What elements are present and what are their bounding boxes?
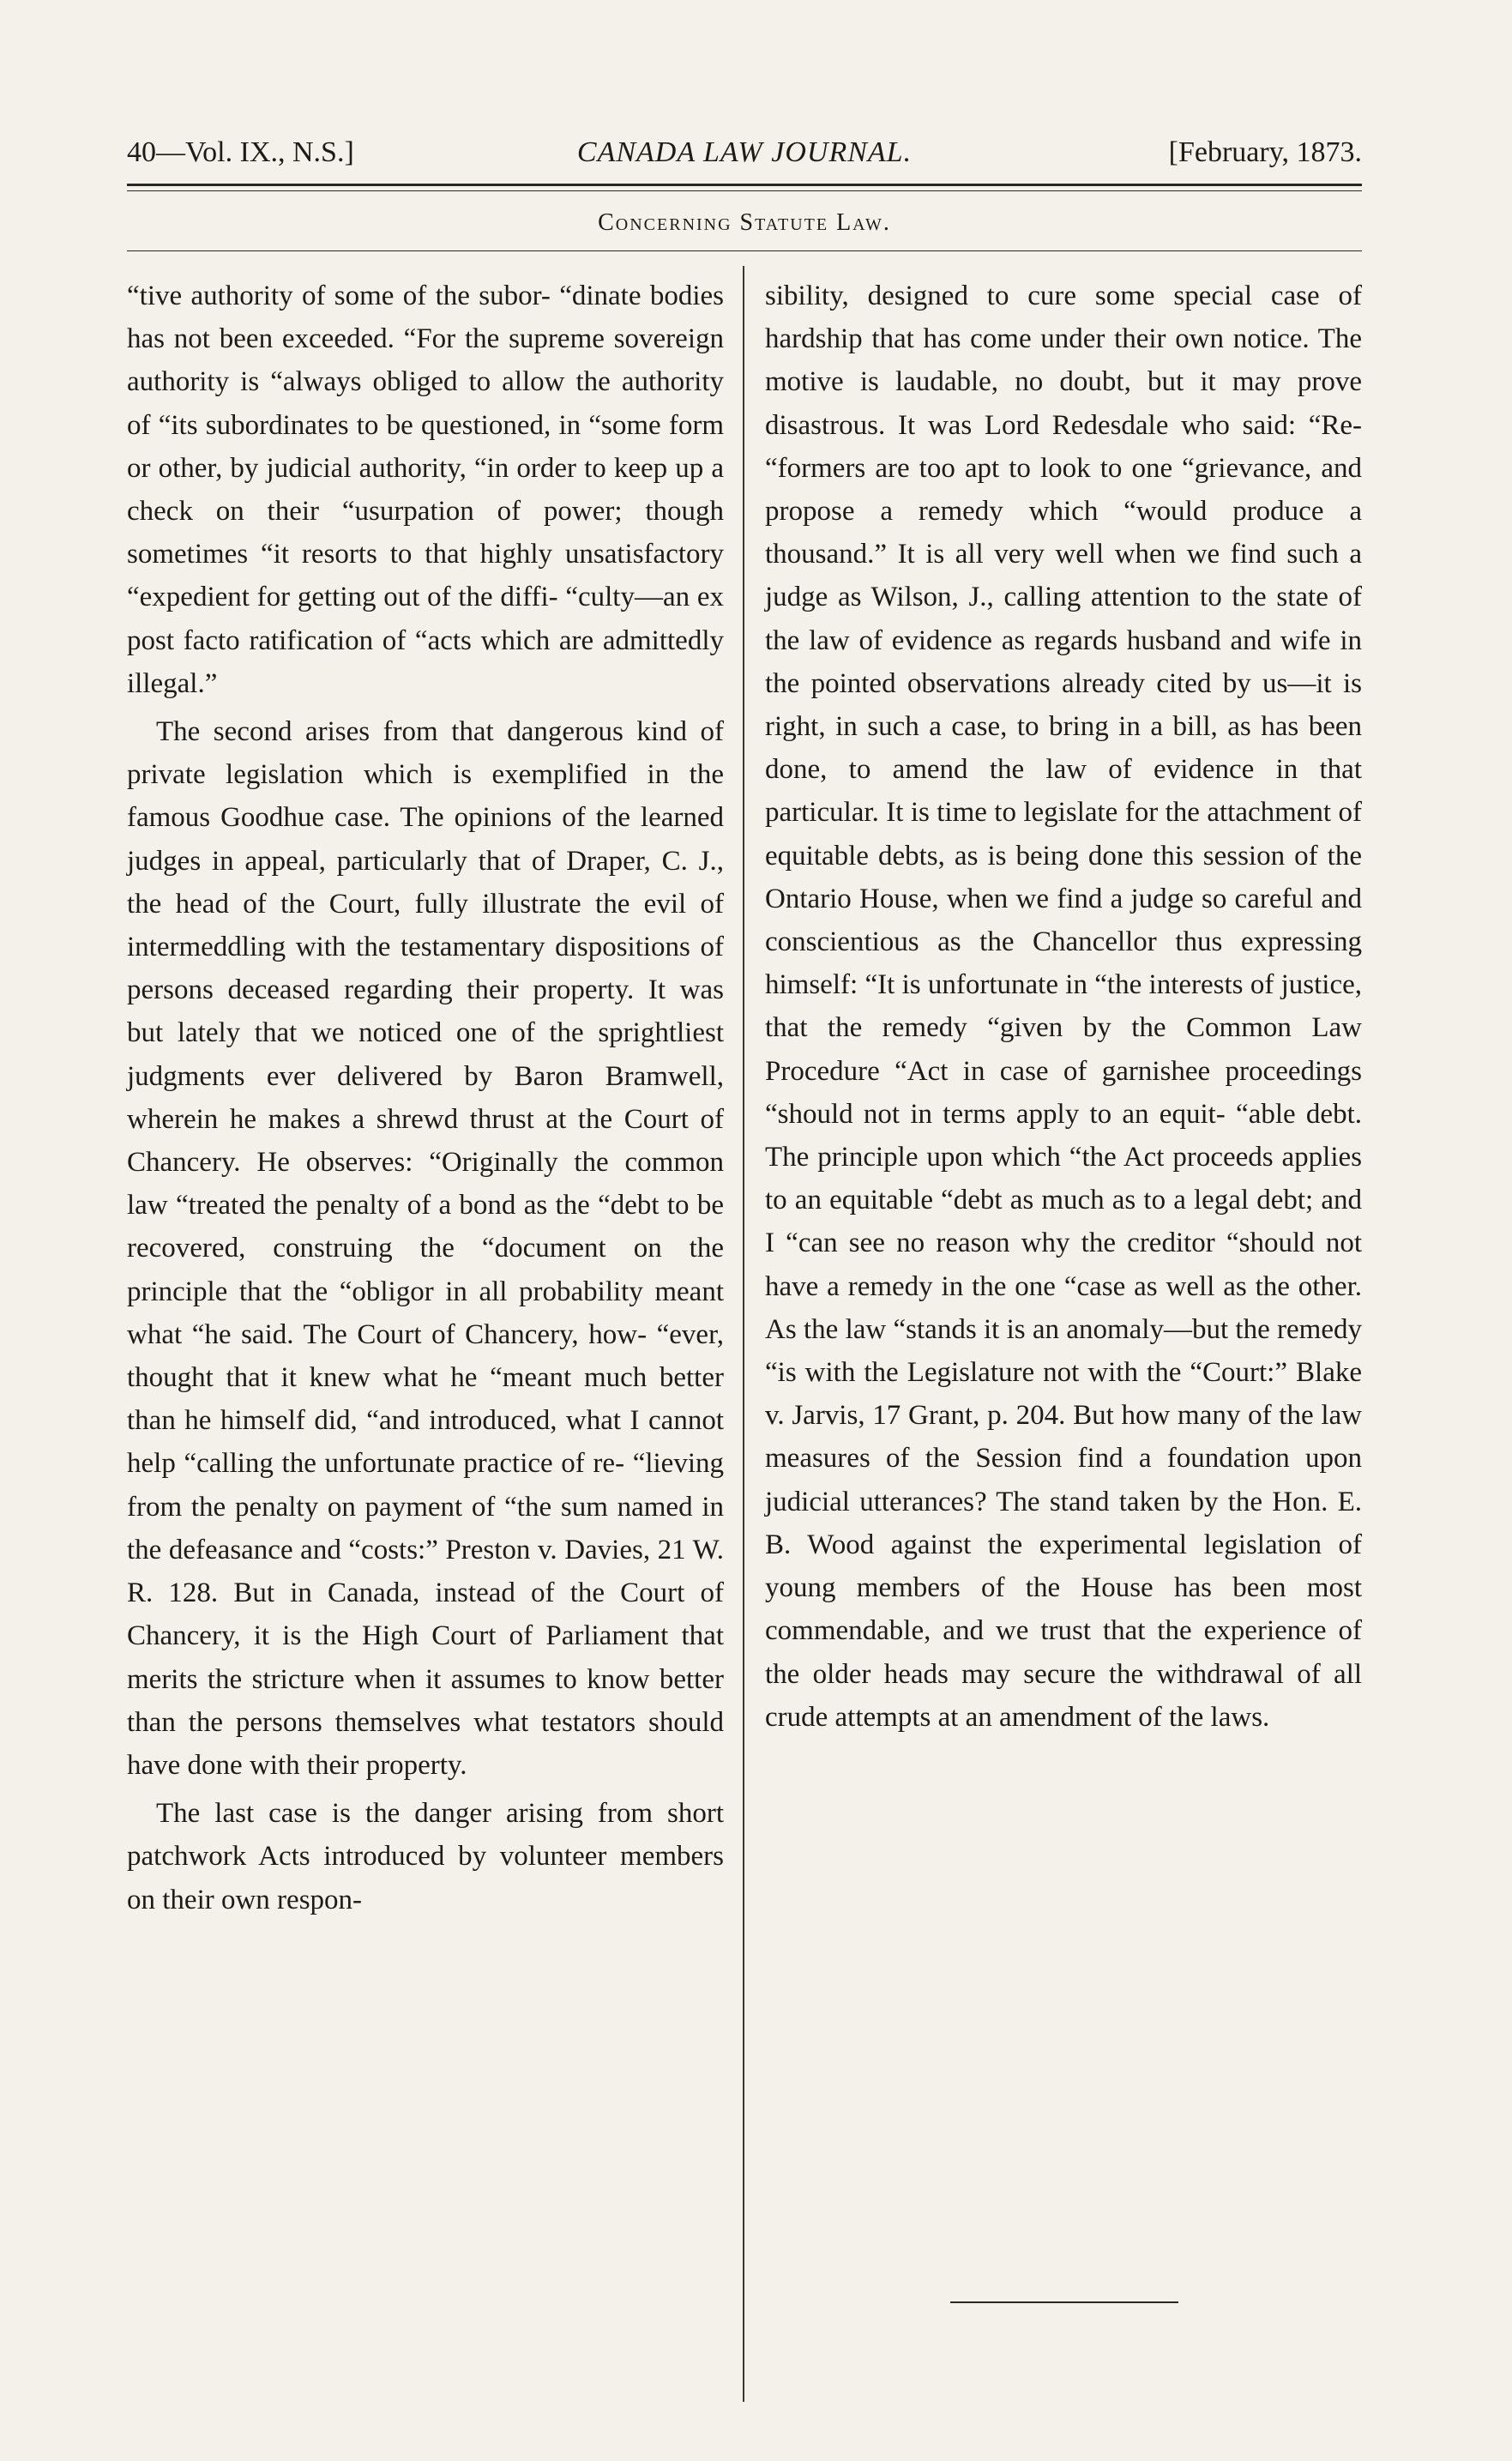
header-rule: [127, 184, 1362, 186]
running-head: [127, 136, 1362, 178]
paragraph-private-legislation: The second arises from that dangerous kind of private legislation which is exemplified in the famous Goodhue case. The opinions of the learned judges in appeal, particularly that of Draper, C. J., the head of the Court, fully illustrate the evil of intermeddling with the testamentary dispositions of persons deceased regarding their property. It was but lately that we noticed one of the sprightliest judgments ever delivered by Baron Bramwell, wherein he makes a shrewd thrust at the Court of Chancery. He observes: “Originally the common law “treated the penalty of a bond as the “debt to be recovered, construing the “document on the principle that the “obligor in all probability meant what “he said. The Court of Chancery, how- “ever, thought that it knew what he “meant much better than he himself did, “and introduced, what I cannot help “calling the unfortunate practice of re- “lieving from the penalty on payment of “the sum named in the defeasance and “costs:” Preston v. Davies, 21 W. R. 128. But in Canada, instead of the Court of Chancery, it is the High Court of Parliament that merits the stricture when it assumes to know better than the persons themselves what testators should have done with their property.: [127, 716, 724, 1781]
volume-label: 40—Vol. IX., N.S.]: [127, 136, 354, 168]
left-column: [127, 274, 724, 1927]
section-title: Concerning Statute Law.: [598, 209, 891, 236]
paragraph-quote-continuation: “tive authority of some of the subor- “dinate bodies has not been exceeded. “For the supreme sovereign authority is “always obliged to allow the authority of “its subordinates to be questioned, in “some form or other, by judicial authority, “in order to keep up a check on their “usurpation of power; though sometimes “it resorts to that highly unsatisfactory “expedient for getting out of the diffi- “culty—an ex post facto ratification of “acts which are admittedly illegal.”: [127, 280, 724, 699]
paragraph-continuation: sibility, designed to cure some special case of hardship that has come under their own notice. The motive is laudable, no doubt, but it may prove disastrous. It was Lord Redesdale who said: “Re- “formers are too apt to look to one “grievance, and propose a remedy which “would produce a thousand.” It is all very well when we find such a judge as Wilson, J., calling attention to the state of the law of evidence as regards husband and wife in the pointed observations already cited by us—it is right, in such a case, to bring in a bill, as has been done, to amend the law of evidence in that particular. It is time to legislate for the attachment of equitable debts, as is being done this session of the Ontario House, when we find a judge so careful and conscientious as the Chancellor thus expressing himself: “It is unfortunate in “the interests of justice, that the remedy “given by the Common Law Procedure “Act in case of garnishee proceedings “should not in terms apply to an equit- “able debt. The principle upon which “the Act proceeds applies to an equitable “debt as much as to a legal debt; and I “can see no reason why the creditor “should not have a remedy in the one “case as well as the other. As the law “stands it is an anomaly—but the remedy “is with the Legislature not with the “Court:” Blake v. Jarvis, 17 Grant, p. 204. But how many of the law measures of the Session find a foundation upon judicial utterances? The stand taken by the Hon. E. B. Wood against the experimental legislation of young members of the House has been most commendable, and we trust that the experience of the older heads may secure the withdrawal of all crude attempts at an amendment of the laws.: [765, 280, 1362, 1733]
end-rule: [950, 2301, 1178, 2303]
paragraph-patchwork-acts: The last case is the danger arising from short patchwork Acts introduced by volunteer members on their own respon-: [127, 1798, 724, 1915]
issue-date: [February, 1873.: [1168, 136, 1362, 168]
section-rule: [127, 250, 1362, 251]
journal-title: CANADA LAW JOURNAL.: [576, 136, 913, 168]
right-column: [765, 274, 1362, 1744]
column-divider: [743, 266, 744, 2402]
header-rule-thin: [127, 190, 1362, 191]
